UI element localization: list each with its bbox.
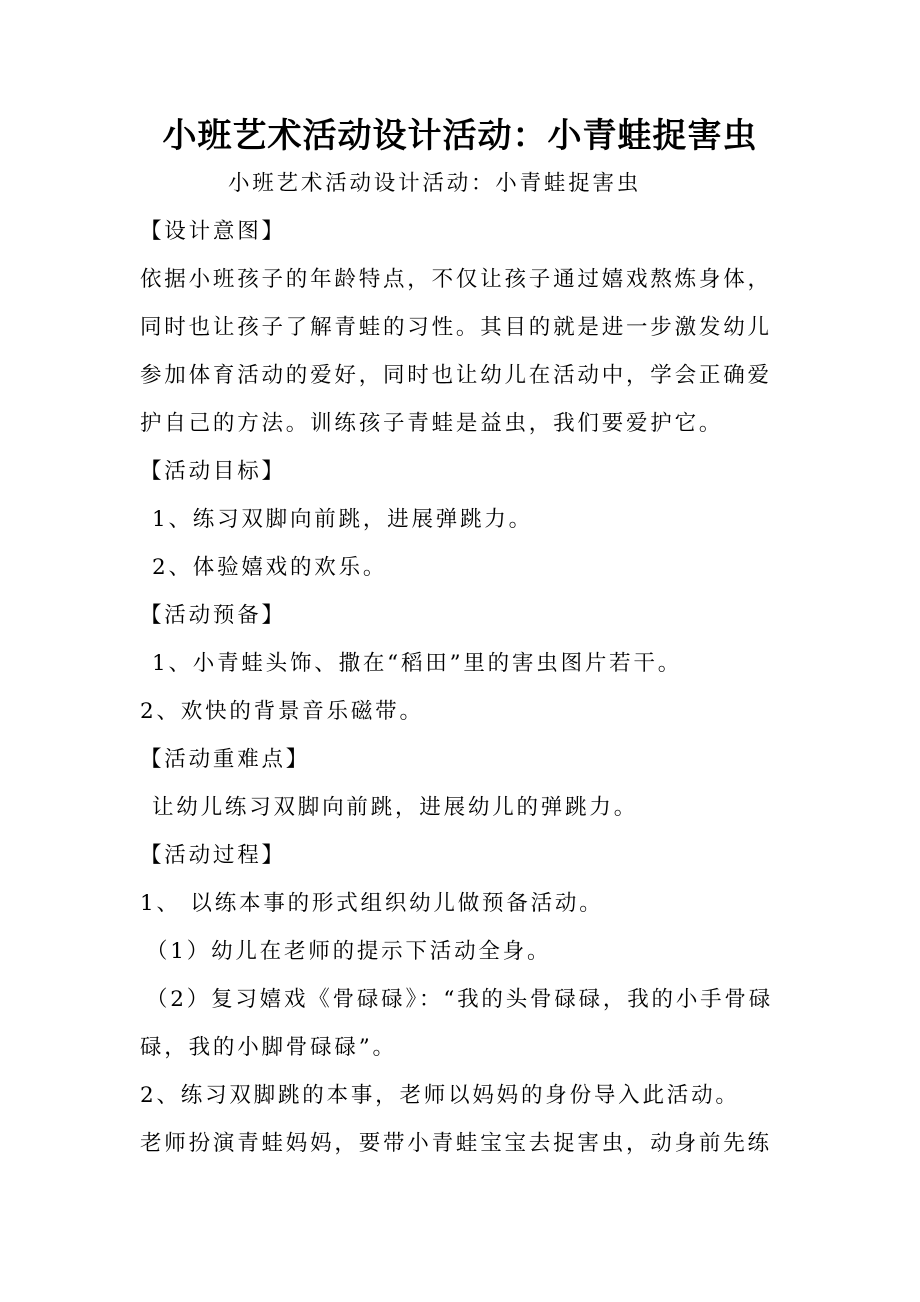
paragraph-line: 老师扮演青蛙妈妈，要带小青蛙宝宝去捉害虫，动身前先练 [140,1131,772,1156]
section-heading-key-points: 【活动重难点】 [140,747,311,772]
list-item: 1、练习双脚向前跳，进展弹跳力。 [152,507,533,532]
list-item: 1、小青蛙头饰、撒在“稻田”里的害虫图片若干。 [152,651,683,676]
paragraph-line: 参加体育活动的爱好，同时也让幼儿在活动中，学会正确爱 [140,363,772,388]
paragraph-line: 碌，我的小脚骨碌碌”。 [140,1035,397,1060]
paragraph-line: （2）复习嬉戏《骨碌碌》：“我的头骨碌碌，我的小手骨碌 [146,987,774,1012]
paragraph-line: 2、练习双脚跳的本事，老师以妈妈的身份导入此活动。 [140,1083,740,1108]
paragraph-line: 护自己的方法。训练孩子青蛙是益虫，我们要爱护它。 [140,411,724,436]
section-heading-goals: 【活动目标】 [140,459,286,484]
section-heading-design-intent: 【设计意图】 [140,219,286,244]
list-item: 2、欢快的背景音乐磁带。 [140,699,424,724]
paragraph-line: 依据小班孩子的年龄特点，不仅让孩子通过嬉戏熬炼身体， [140,267,772,292]
paragraph-line: 同时也让孩子了解青蛙的习性。其目的就是进一步激发幼儿 [140,315,772,340]
paragraph-line: （1）幼儿在老师的提示下活动全身。 [146,939,552,964]
list-item: 2、体验嬉戏的欢乐。 [152,555,388,580]
paragraph-line: 1、 以练本事的形式组织幼儿做预备活动。 [140,891,604,916]
section-heading-preparation: 【活动预备】 [140,603,286,628]
document-title: 小班艺术活动设计活动：小青蛙捉害虫 [162,116,758,156]
section-heading-process: 【活动过程】 [140,843,286,868]
paragraph-line: 让幼儿练习双脚向前跳，进展幼儿的弹跳力。 [152,795,639,820]
document-subtitle: 小班艺术活动设计活动：小青蛙捉害虫 [228,171,642,196]
